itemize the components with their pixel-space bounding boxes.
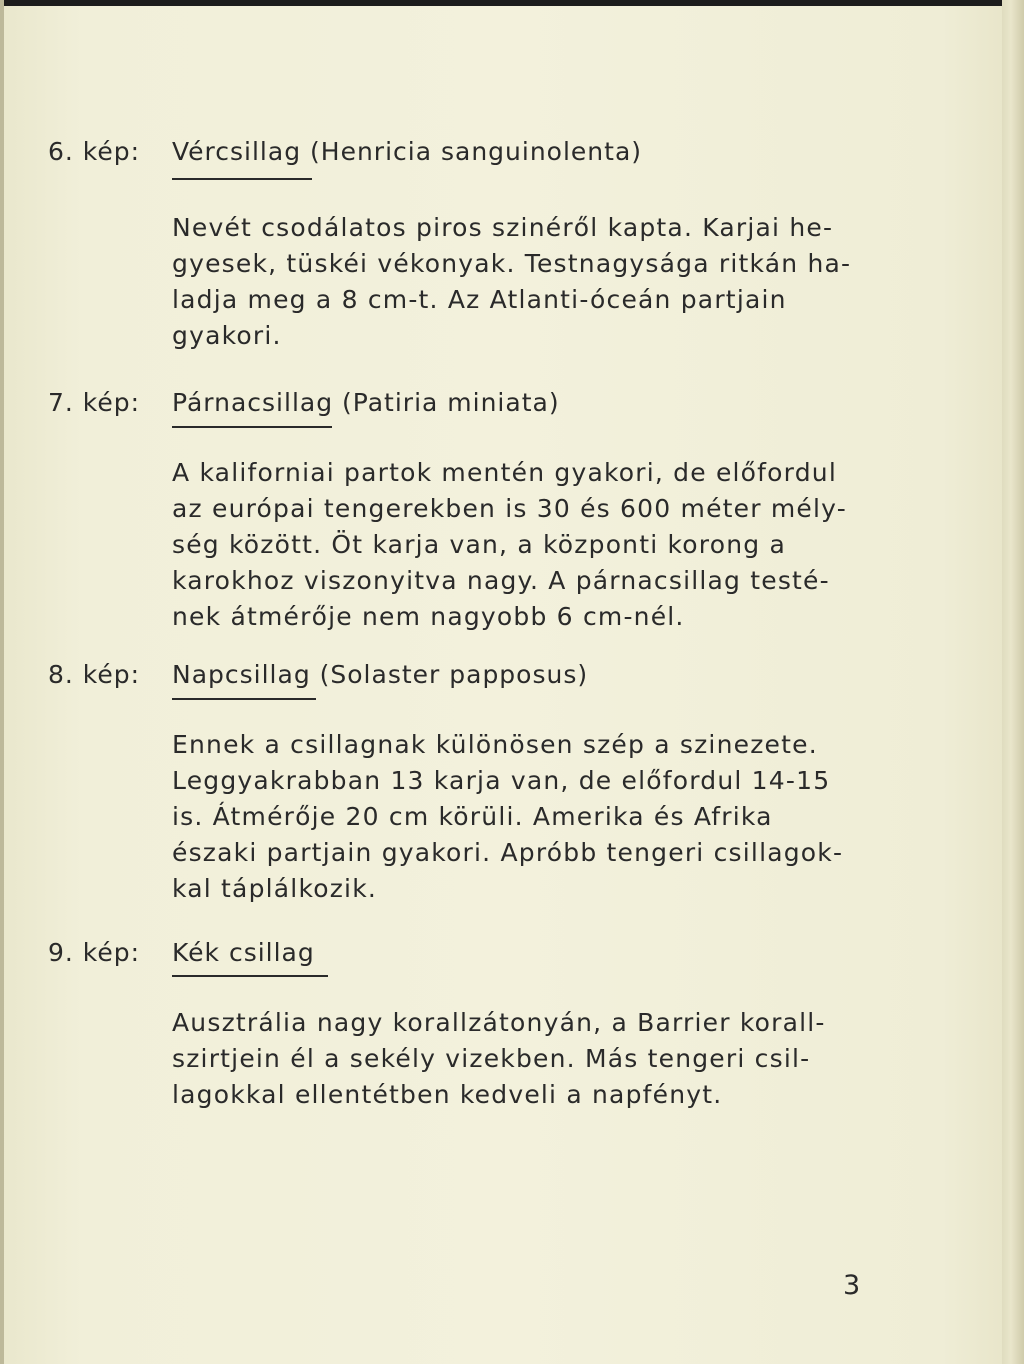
- description: [172, 727, 872, 907]
- description-line: gyakori.: [172, 321, 282, 350]
- description: [172, 1005, 872, 1113]
- figure-number: 9. kép:: [48, 938, 141, 967]
- description-line: kal táplálkozik.: [172, 874, 378, 903]
- description-line: lagokkal ellentétben kedveli a napfényt.: [172, 1080, 723, 1109]
- latin-name: (Solaster papposus): [310, 660, 589, 689]
- page-number: 3: [843, 1270, 861, 1301]
- species-title: [172, 660, 588, 689]
- description-line: az európai tengerekben is 30 és 600 méter mély-: [172, 494, 847, 523]
- species-name: Napcsillag: [172, 660, 311, 689]
- latin-name: (Patiria miniata): [333, 388, 560, 417]
- species-title: [172, 938, 315, 967]
- species-title: [172, 137, 642, 166]
- title-underline: [172, 426, 332, 428]
- species-name: Vércsillag: [172, 137, 302, 166]
- description-line: Leggyakrabban 13 karja van, de előfordul 14-15: [172, 766, 831, 795]
- top-edge: [0, 0, 1010, 6]
- description-line: gyesek, tüskéi vékonyak. Testnagysága ritkán ha-: [172, 249, 852, 278]
- left-edge: [0, 0, 4, 1364]
- description-line: karokhoz viszonyitva nagy. A párnacsillag testé-: [172, 566, 830, 595]
- title-underline: [172, 178, 312, 180]
- figure-number: 7. kép:: [48, 388, 141, 417]
- title-underline: [172, 698, 316, 700]
- description-line: szirtjein él a sekély vizekben. Más tengeri csil-: [172, 1044, 811, 1073]
- description-line: is. Átmérője 20 cm körüli. Amerika és Afrika: [172, 802, 773, 831]
- description: [172, 210, 872, 354]
- title-underline: [172, 975, 328, 977]
- species-name: Kék csillag: [172, 938, 315, 967]
- species-title: [172, 388, 560, 417]
- description-line: ség között. Öt karja van, a központi korong a: [172, 530, 787, 559]
- description-line: Ennek a csillagnak különösen szép a szinezete.: [172, 730, 818, 759]
- description-line: északi partjain gyakori. Apróbb tengeri csillagok-: [172, 838, 844, 867]
- description-line: Ausztrália nagy korallzátonyán, a Barrier korall-: [172, 1008, 826, 1037]
- description: [172, 455, 872, 635]
- description-line: Nevét csodálatos piros szinéről kapta. Karjai he-: [172, 213, 834, 242]
- latin-name: (Henricia sanguinolenta): [301, 137, 643, 166]
- figure-number: 8. kép:: [48, 660, 141, 689]
- description-line: ladja meg a 8 cm-t. Az Atlanti-óceán partjain: [172, 285, 787, 314]
- species-name: Párnacsillag: [172, 388, 334, 417]
- description-line: nek átmérője nem nagyobb 6 cm-nél.: [172, 602, 685, 631]
- description-line: A kaliforniai partok mentén gyakori, de előfordul: [172, 458, 837, 487]
- figure-number: 6. kép:: [48, 137, 141, 166]
- right-edge: [1002, 0, 1024, 1364]
